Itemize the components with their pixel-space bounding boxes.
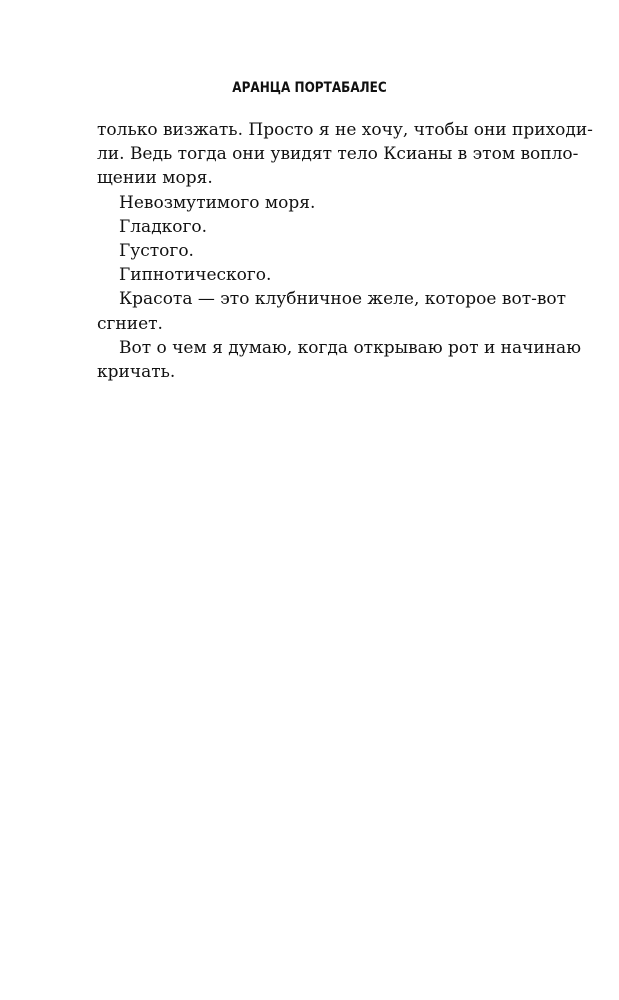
text-line: только визжать. Просто я не хочу, чтобы они приходи-: [97, 120, 593, 140]
text-line: Густого.: [119, 240, 194, 261]
text-line: ли. Ведь тогда они увидят тело Ксианы в этом вопло-: [97, 144, 579, 165]
text-line: Гладкого.: [119, 216, 208, 237]
body-text: [97, 118, 593, 384]
running-head-author: АРАНЦА ПОРТАБАЛЕС: [232, 80, 387, 96]
text-line: Гипнотического.: [119, 265, 272, 286]
text-line: Красота — это клубничное желе, которое вот-вот: [119, 289, 567, 310]
text-line: кричать.: [97, 361, 176, 382]
text-line: щении моря.: [97, 168, 213, 189]
text-line: сгниет.: [97, 313, 163, 334]
text-line: Вот о чем я думаю, когда открываю рот и начинаю: [119, 337, 581, 358]
text-line: Невозмутимого моря.: [119, 192, 316, 213]
